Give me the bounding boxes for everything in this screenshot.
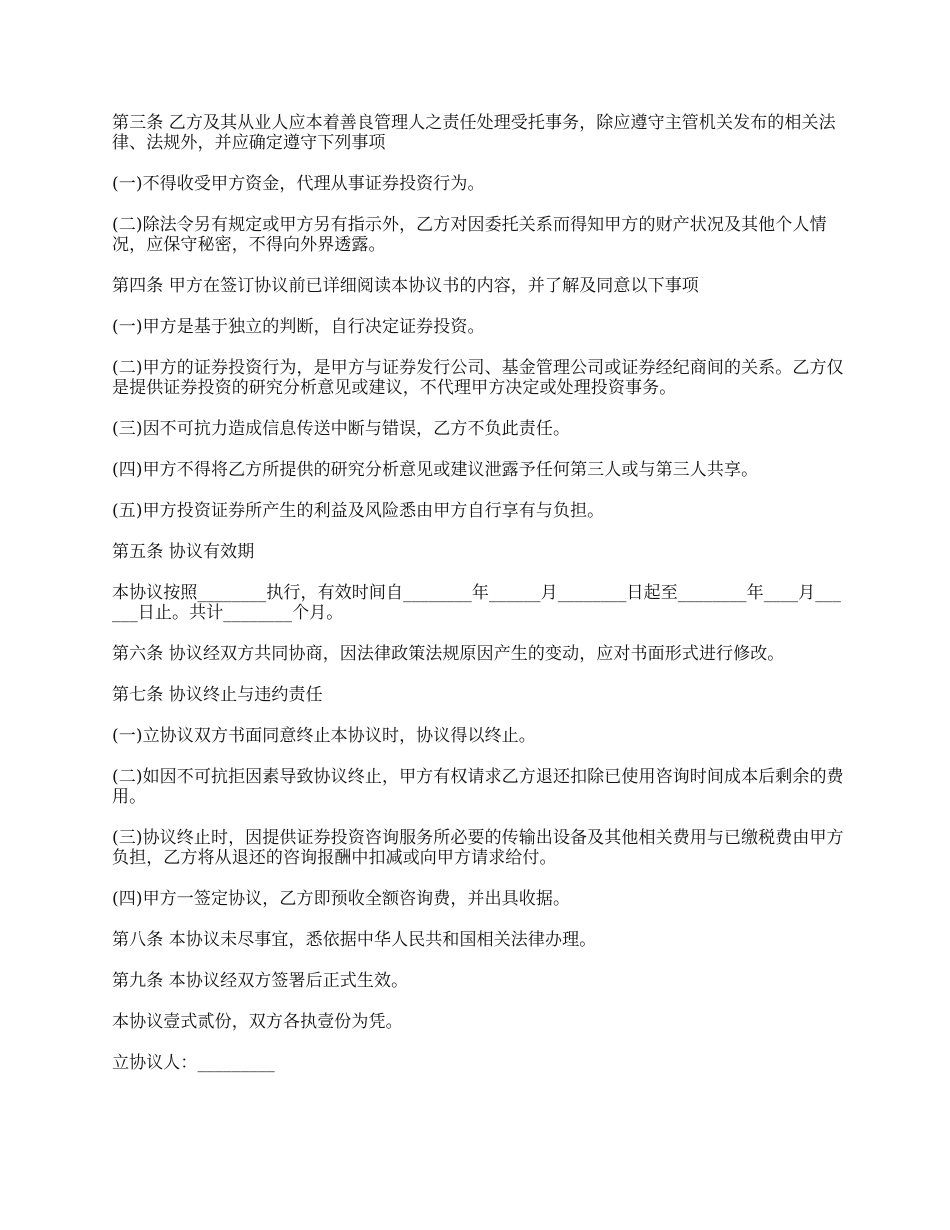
article-3-item-1: (一)不得收受甲方资金，代理从事证券投资行为。: [112, 174, 485, 194]
article-7-item-2: (二)如因不可抗拒因素导致协议终止，甲方有权请求乙方退还扣除已使用咨询时间成本后剩余的费用。: [112, 767, 844, 807]
article-4-item-2: (二)甲方的证券投资行为，是甲方与证券发行公司、基金管理公司或证券经纪商间的关系。乙方仅是提供证券投资的研究分析意见或建议，不代理甲方决定或处理投资事务。: [112, 358, 844, 398]
article-4-item-1: (一)甲方是基于独立的判断，自行决定证券投资。: [112, 317, 485, 337]
signatory-line: 立协议人：_________: [112, 1053, 275, 1073]
copies-statement: 本协议壹式贰份，双方各执壹份为凭。: [112, 1012, 403, 1032]
article-5-validity-period: 本协议按照________执行，有效时间自________年______月________日起至________年____月______日止。共计________个月。: [112, 583, 841, 623]
article-4-item-5: (五)甲方投资证券所产生的利益及风险悉由甲方自行享有与负担。: [112, 501, 605, 521]
article-3-item-2: (二)除法令另有规定或甲方另有指示外，乙方对因委托关系而得知甲方的财产状况及其他个人情况，应保守秘密，不得向外界透露。: [112, 215, 827, 255]
article-3-heading: 第三条 乙方及其从业人应本着善良管理人之责任处理受托事务，除应遵守主管机关发布的相关法律、法规外，并应确定遵守下列事项: [112, 113, 836, 153]
article-4-item-3: (三)因不可抗力造成信息传送中断与错误，乙方不负此责任。: [112, 419, 571, 439]
article-7-item-1: (一)立协议双方书面同意终止本协议时，协议得以终止。: [112, 726, 536, 746]
article-7-item-3: (三)协议终止时，因提供证券投资咨询服务所必要的传输出设备及其他相关费用与已缴税费由甲方负担，乙方将从退还的咨询报酬中扣减或向甲方请求给付。: [112, 828, 844, 868]
document-body: [112, 113, 847, 1094]
article-6-heading: 第六条 协议经双方共同协商，因法律政策法规原因产生的变动，应对书面形式进行修改。: [112, 644, 785, 664]
article-4-item-4: (四)甲方不得将乙方所提供的研究分析意见或建议泄露予任何第三人或与第三人共享。: [112, 460, 759, 480]
article-7-item-4: (四)甲方一签定协议，乙方即预收全额咨询费，并出具收据。: [112, 889, 571, 909]
article-5-heading: 第五条 协议有效期: [112, 542, 255, 562]
article-9-heading: 第九条 本协议经双方签署后正式生效。: [112, 971, 409, 991]
article-8-heading: 第八条 本协议未尽事宜，悉依据中华人民共和国相关法律办理。: [112, 930, 597, 950]
article-7-heading: 第七条 协议终止与违约责任: [112, 685, 323, 705]
article-4-heading: 第四条 甲方在签订协议前已详细阅读本协议书的内容，并了解及同意以下事项: [112, 276, 699, 296]
